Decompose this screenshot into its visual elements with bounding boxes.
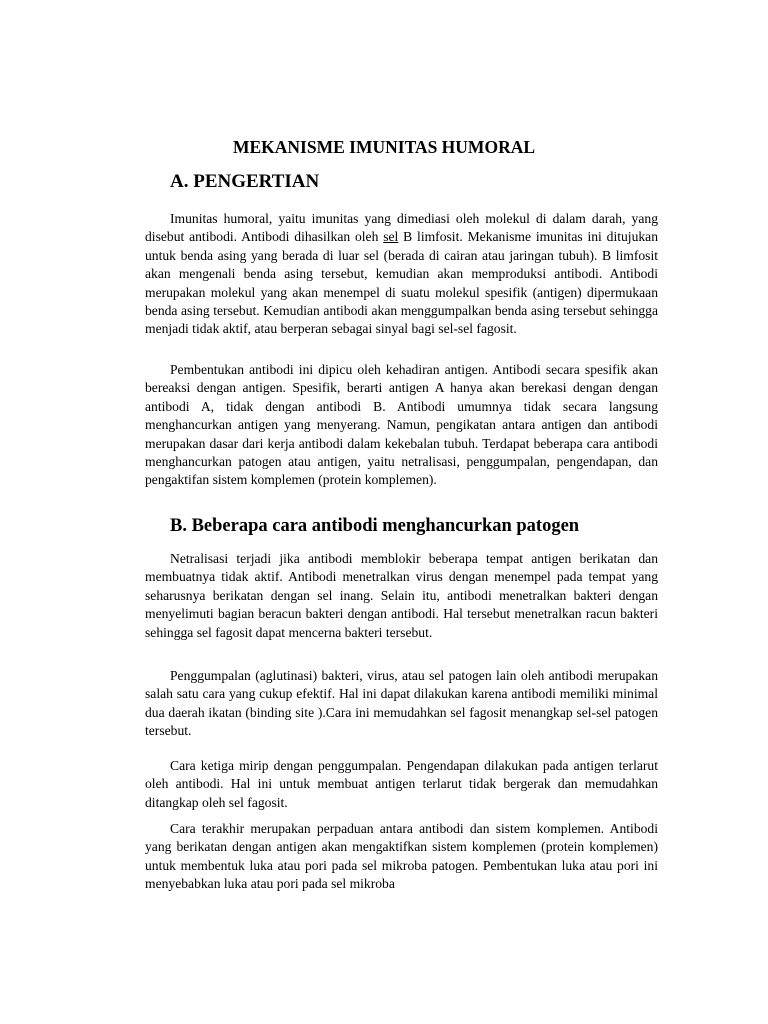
paragraph-pengendapan: Cara ketiga mirip dengan penggumpalan. Pengendapan dilakukan pada antigen terlarut oleh antibodi. Hal ini untuk membuat antigen terlarut tidak bergerak dan memudahkan ditangkap oleh sel fagosit. [145,758,658,810]
section-a-heading: A. PENGERTIAN [170,171,320,192]
paragraph-komplemen: Cara terakhir merupakan perpaduan antara antibodi dan sistem komplemen. Antibodi yang berikatan dengan antigen akan mengaktifkan sistem komplemen (protein komplemen) untuk membentuk luka atau pori pada sel mikroba patogen. Pembentukan luka atau pori ini menyebabkan luka atau pori pada sel mikroba [145,821,658,892]
paragraph-text: Imunitas humoral, yaitu imunitas yang dimediasi oleh molekul di dalam darah, yang disebut antibodi. Antibodi dihasilkan oleh [145,211,658,245]
paragraph-text: B limfosit. Mekanisme imunitas ini ditujukan untuk benda asing yang berada di luar sel (berada di cairan atau jaringan tubuh). B limfosit akan mengenali benda asing tersebut, kemudian akan memproduksi antibodi. Antibodi merupakan molekul yang akan menempel di suatu molekul spesifik (antigen) dipermukaan benda asing tersebut. Kemudian antibodi akan menggumpalkan benda asing tersebut sehingga menjadi tidak aktif, atau berperan sebagai sinyal bagi sel-sel fagosit. [145,229,658,337]
underlined-word: sel [383,229,399,245]
document-title: MEKANISME IMUNITAS HUMORAL [232,137,536,157]
paragraph-netralisasi: Netralisasi terjadi jika antibodi memblokir beberapa tempat antigen berikatan dan membuatnya tidak aktif. Antibodi menetralkan virus dengan menempel pada tempat yang seharusnya berikatan dengan sel inang. Selain itu, antibodi menetralkan bakteri dengan menyelimuti bagian beracun bakteri dengan antibodi. Hal tersebut menetralkan racun bakteri sehingga sel fagosit dapat mencerna bakteri tersebut. [145,551,658,640]
paragraph-pengertian-2: Pembentukan antibodi ini dipicu oleh kehadiran antigen. Antibodi secara spesifik akan bereaksi dengan antigen. Spesifik, berarti antigen A hanya akan berekasi dengan dengan antibodi A, tidak dengan antibodi B. Antibodi umumnya tidak secara langsung menghancurkan antigen yang menyerang. Namun, pengikatan antara antigen dan antibodi merupakan dasar dari kerja antibodi dalam kekebalan tubuh. Terdapat beberapa cara antibodi menghancurkan patogen atau antigen, yaitu netralisasi, penggumpalan, pengendapan, dan pengaktifan sistem komplemen (protein komplemen). [145,362,658,488]
section-b-heading: B. Beberapa cara antibodi menghancurkan patogen [170,516,580,536]
paragraph-penggumpalan: Penggumpalan (aglutinasi) bakteri, virus, atau sel patogen lain oleh antibodi merupakan salah satu cara yang cukup efektif. Hal ini dapat dilakukan karena antibodi memiliki minimal dua daerah ikatan (binding site ).Cara ini memudahkan sel fagosit menangkap sel-sel patogen tersebut. [145,668,658,739]
paragraph-pengertian-1 [145,210,658,339]
